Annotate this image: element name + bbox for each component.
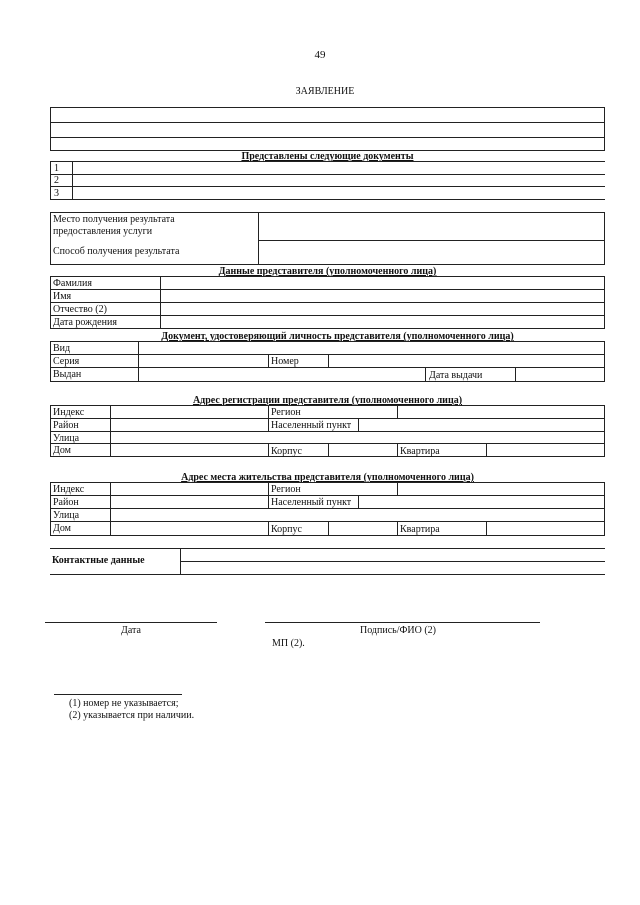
- reg-index-label: Индекс: [53, 407, 85, 418]
- residence-address-heading: Адрес места жительства представителя (уполномоченного лица): [181, 472, 474, 483]
- reg-apartment-label: Квартира: [400, 446, 440, 457]
- reg-building-label: Корпус: [271, 446, 302, 457]
- id-document-heading: Документ, удостоверяющий личность представителя (уполномоченного лица): [161, 331, 514, 342]
- id-series-label: Серия: [53, 356, 80, 367]
- res-house-label: Дом: [53, 523, 71, 534]
- date-label: Дата: [121, 625, 141, 636]
- reg-house-label: Дом: [53, 445, 71, 456]
- res-locality-label: Населенный пункт: [271, 497, 352, 508]
- result-place-label: Место получения результата: [53, 214, 175, 225]
- res-district-label: Район: [53, 497, 79, 508]
- res-building-label: Корпус: [271, 524, 302, 535]
- res-index-label: Индекс: [53, 484, 85, 495]
- id-issued-by-label: Выдан: [53, 369, 82, 380]
- document-row-number: 2: [54, 175, 59, 186]
- reg-locality-label: Населенный пункт: [271, 420, 352, 431]
- contacts-label: Контактные данные: [52, 555, 145, 566]
- first-name-label: Имя: [53, 291, 72, 302]
- res-apartment-label: Квартира: [400, 524, 440, 535]
- id-issue-date-label: Дата выдачи: [429, 370, 483, 381]
- patronymic-label: Отчество (2): [53, 304, 107, 315]
- registration-address-heading: Адрес регистрации представителя (уполномоченного лица): [192, 395, 463, 406]
- signature-label: Подпись/ФИО (2): [360, 625, 437, 636]
- res-street-label: Улица: [53, 510, 80, 521]
- result-method-label: Способ получения результата: [53, 246, 180, 257]
- res-region-label: Регион: [271, 484, 301, 495]
- document-row-number: 1: [54, 163, 59, 174]
- result-place-label-cont: предоставления услуги: [53, 226, 153, 237]
- surname-label: Фамилия: [53, 278, 92, 289]
- document-row-number: 3: [54, 188, 59, 199]
- reg-street-label: Улица: [53, 433, 80, 444]
- page-number: 49: [314, 49, 326, 61]
- stamp-label: МП (2).: [272, 638, 305, 649]
- id-number-label: Номер: [271, 356, 299, 367]
- footnote: (2) указывается при наличии.: [69, 710, 195, 721]
- document-title: ЗАЯВЛЕНИЕ: [295, 86, 355, 97]
- footnote: (1) номер не указывается;: [69, 698, 179, 709]
- representative-heading: Данные представителя (уполномоченного лица): [218, 266, 437, 277]
- id-type-label: Вид: [53, 343, 71, 354]
- reg-region-label: Регион: [271, 407, 301, 418]
- reg-district-label: Район: [53, 420, 79, 431]
- birth-date-label: Дата рождения: [53, 317, 117, 328]
- documents-heading: Представлены следующие документы: [241, 151, 414, 162]
